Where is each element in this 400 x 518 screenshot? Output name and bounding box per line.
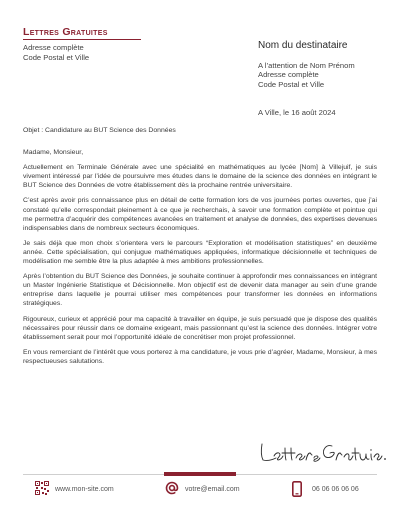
letter-body [23, 126, 377, 372]
sender-address-line: Adresse complète [23, 43, 84, 52]
recipient-address-line: Adresse complète [258, 70, 319, 79]
handwritten-signature [258, 436, 388, 466]
recipient-block [258, 41, 398, 118]
place-date: A Ville, le 16 août 2024 [258, 108, 336, 117]
signature-drawing [258, 436, 388, 466]
letter-paragraph: Actuellement en Terminale Générale avec une spécialité en mathématiques au lycée [Nom] à Villejuif, je suis vivement intéressé par l’idée de poursuivre mes études dans le domaine de la science des données en intégrant le BUT Science des Données de votre établissement dès la prochaine rentrée universitaire. [23, 164, 377, 190]
recipient-attention: A l’attention de Nom Prénom [258, 60, 355, 70]
letter-paragraph: Je sais déjà que mon choix s’orientera vers le parcours “Exploration et modélisation statistiques” en deuxième année. Cette spécialisation, qui conjugue mathématiques appliquées, informatique décisionnelle et techniques de modélisation me semble être la plus adaptée à mes ambitions professionnelles. [23, 239, 377, 266]
sender-postal-line: Code Postal et Ville [23, 52, 90, 62]
recipient-name: Nom du destinataire [258, 40, 348, 51]
sender-address [23, 43, 89, 62]
sender-name: Lettres Gratuites [23, 26, 108, 38]
letter-paragraph: En vous remerciant de l’intérêt que vous porterez à ma candidature, je vous prie d’agréer, Madame, Monsieur, à mes respectueuses salutations. [23, 348, 377, 365]
letter-paragraph: Après l’obtention du BUT Science des Données, je souhaite continuer à approfondir mes connaissances en intégrant un Master Ingénierie Statistique et Décisionnelle. Mon objectif est de devenir data manager au sein d’une grande entreprise dans laquelle je pourrai utiliser mes compétences pour transformer les données en informations stratégiques. [23, 273, 377, 308]
footer-email [165, 481, 240, 497]
footer-phone [292, 481, 359, 497]
letter-salutation: Madame, Monsieur, [23, 149, 84, 157]
letter-subject: Objet : Candidature au BUT Science des Données [23, 127, 176, 134]
email-text[interactable]: votre@email.com [185, 485, 240, 493]
footer-website [35, 481, 114, 497]
footer-accent-bar [164, 472, 236, 476]
qr-code-icon [35, 481, 49, 497]
website-text[interactable]: www.mon-site.com [55, 485, 114, 493]
letter-paragraph: Rigoureux, curieux et apprécié pour ma capacité à travailler en équipe, je suis persuadé que je dispose des qualités nécessaires pour réussir dans ce domaine exigeant, mais passionnant qu’est la science des données. Intégrer votre établissement serait pour moi l’opportunité idéale de concrétiser mon projet professionnel. [23, 315, 377, 341]
phone-text[interactable]: 06 06 06 06 06 [312, 485, 359, 493]
sender-name-underline [23, 39, 141, 40]
letter-paragraph: C’est après avoir pris connaissance plus en détail de cette formation lors de vos journées portes ouvertes, que j’ai constaté qu’elle correspondait pleinement à ce que je recherchais, à savoir une formation complète et pointue qui me permettra d’acquérir des compétences avancées en traitement et analyse de données, des expertises devenues indispensables dans de nombreux secteurs économiques. [23, 197, 377, 232]
mobile-phone-icon [292, 481, 306, 497]
footer [0, 481, 400, 505]
recipient-postal-line: Code Postal et Ville [258, 79, 325, 89]
at-sign-icon [165, 481, 179, 497]
